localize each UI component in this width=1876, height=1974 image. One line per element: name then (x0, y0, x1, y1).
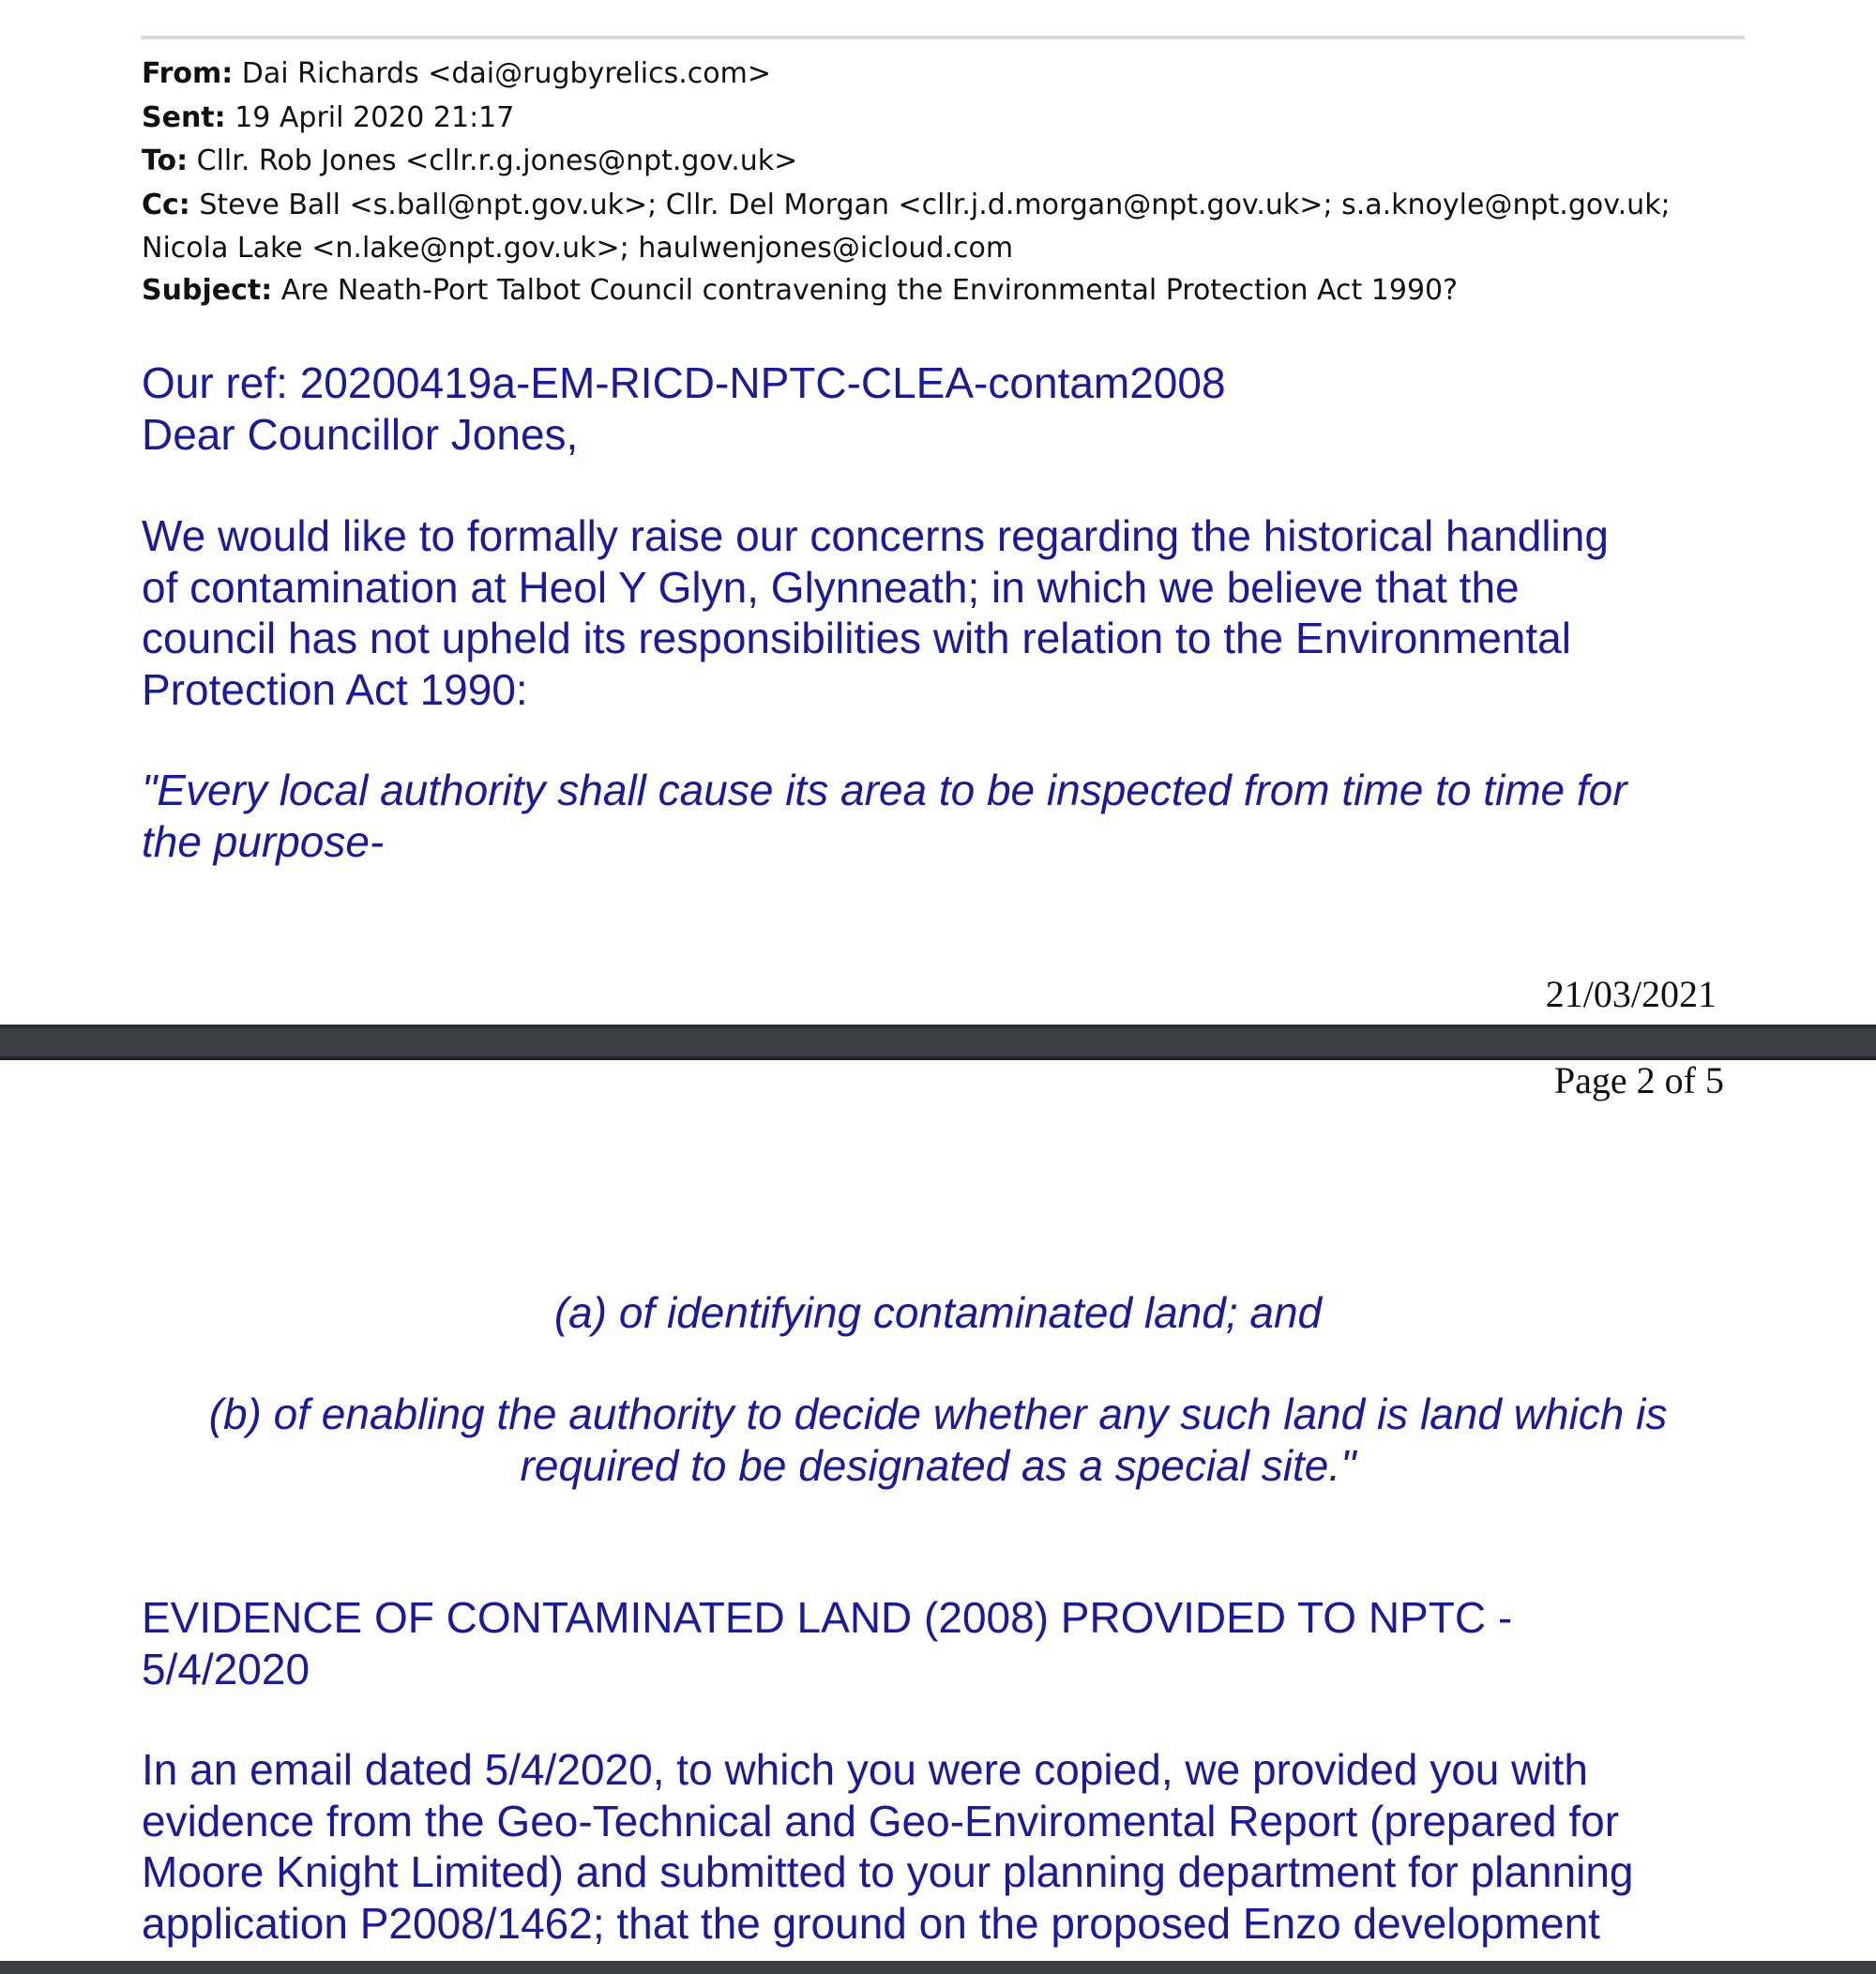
subject-label: Subject: (142, 273, 273, 307)
to-row (142, 140, 1755, 184)
act-quote-item-b (159, 1389, 1717, 1491)
act-quote-intro (142, 765, 1755, 867)
cc-row (142, 184, 1755, 228)
from-label: From: (142, 57, 234, 90)
paragraph-1-line: council has not upheld its responsibilities with relation to the Environmental (142, 614, 1571, 662)
cc-value-line1: Steve Ball <s.ball@npt.gov.uk>; Cllr. Del Morgan <cllr.j.d.morgan@npt.gov.uk>; s.a.knoyle@npt.gov.uk; (189, 188, 1671, 221)
to-value: Cllr. Rob Jones <cllr.r.g.jones@npt.gov.uk> (188, 144, 798, 177)
paragraph-2-line: In an email dated 5/4/2020, to which you were copied, we provided you with (142, 1745, 1588, 1794)
paragraph-1-line: of contamination at Heol Y Glyn, Glynneath; in which we believe that the (142, 562, 1520, 612)
subject-value: Are Neath-Port Talbot Council contravening the Environmental Protection Act 1990? (272, 273, 1459, 307)
paragraph-1-line: Protection Act 1990: (142, 664, 528, 714)
cc-label: Cc: (142, 188, 190, 221)
to-label: To: (142, 144, 189, 177)
page-number: Page 2 of 5 (1553, 1059, 1724, 1101)
sent-value: 19 April 2020 21:17 (225, 100, 515, 134)
act-quote-item-a: (a) of identifying contaminated land; and (553, 1288, 1323, 1337)
header-top-rule (141, 36, 1745, 39)
paragraph-2-line: application P2008/1462; that the ground on the proposed Enzo development (142, 1898, 1600, 1948)
page-break-shadow-top (0, 1025, 1876, 1028)
salutation: Dear Councillor Jones, (142, 409, 579, 459)
from-value: Dai Richards <dai@rugbyrelics.com> (233, 57, 771, 90)
reference-line: Our ref: 20200419a-EM-RICD-NPTC-CLEA-contam2008 (142, 358, 1226, 407)
paragraph-2 (142, 1744, 1755, 1949)
from-row (142, 53, 1755, 97)
quote-b-line: (b) of enabling the authority to decide whether any such land is land which is (208, 1389, 1668, 1438)
sent-row (142, 97, 1755, 141)
section-heading-line: 5/4/2020 (142, 1644, 310, 1693)
section-heading-line: EVIDENCE OF CONTAMINATED LAND (2008) PROVIDED TO NPTC - (142, 1593, 1513, 1642)
page-break-separator (0, 1025, 1876, 1060)
paragraph-1-line: We would like to formally raise our concerns regarding the historical handling (142, 511, 1609, 560)
print-date: 21/03/2021 (1545, 973, 1717, 1015)
quote-line: "Every local authority shall cause its area to be inspected from time to time for (142, 766, 1627, 814)
section-heading (142, 1592, 1755, 1694)
sent-label: Sent: (142, 100, 226, 134)
paragraph-2-line: Moore Knight Limited) and submitted to your planning department for planning (142, 1847, 1634, 1896)
quote-line: the purpose- (142, 816, 385, 866)
paragraph-1 (142, 510, 1755, 715)
paragraph-2-line: evidence from the Geo-Technical and Geo-Enviromental Report (prepared for (142, 1796, 1620, 1845)
email-header (142, 53, 1755, 312)
subject-row (142, 269, 1755, 313)
cc-value-line2: Nicola Lake <n.lake@npt.gov.uk>; haulwenjones@icloud.com (142, 232, 1014, 265)
reference-block (142, 357, 1755, 460)
quote-b-line: required to be designated as a special site." (520, 1440, 1356, 1490)
viewer-bottom-bar (0, 1961, 1876, 1974)
